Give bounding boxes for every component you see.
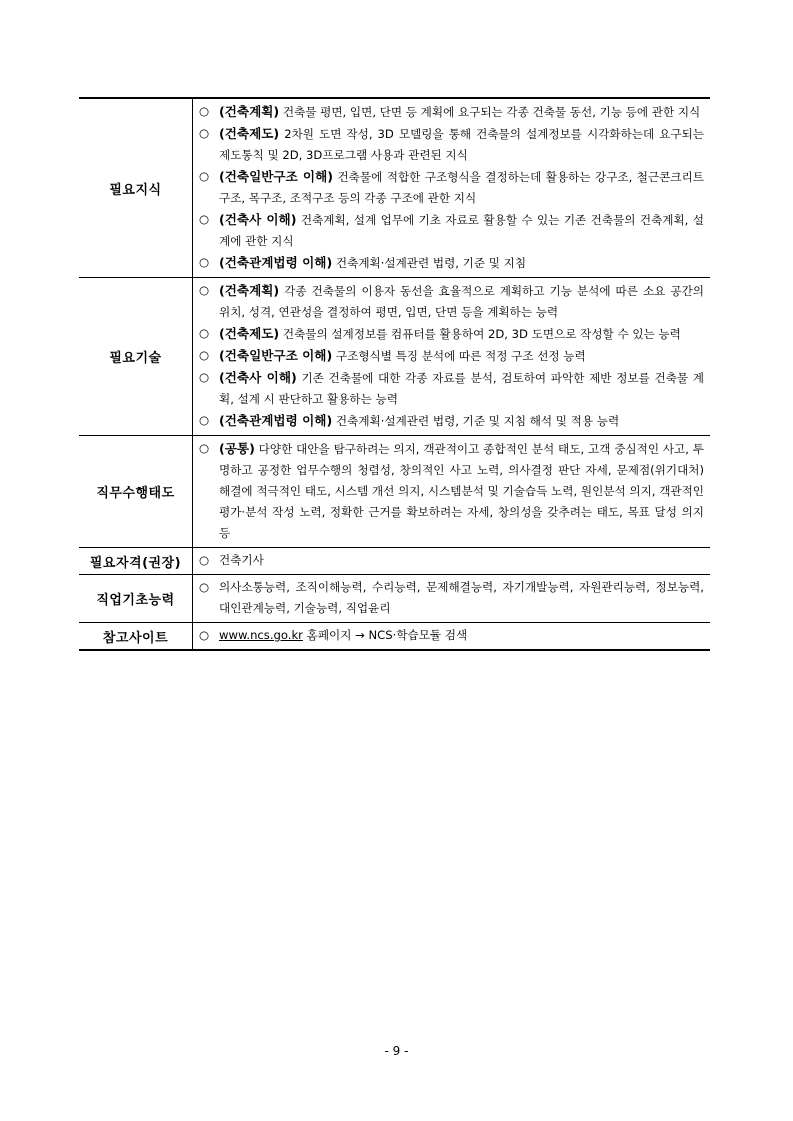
list-item: [199, 280, 704, 323]
circle-bullet-icon: ○: [199, 104, 210, 118]
item-tag: (건축사 이해): [219, 212, 297, 227]
list-item: [199, 252, 704, 274]
list-item: [199, 166, 704, 209]
circle-bullet-icon: ○: [199, 580, 210, 594]
row-label: 직업기초능력: [79, 575, 193, 623]
row-content: [193, 436, 711, 548]
list-item: [199, 209, 704, 252]
list-item: [199, 367, 704, 410]
circle-bullet-icon: ○: [199, 255, 210, 269]
item-text: [219, 367, 704, 410]
item-text: [219, 123, 704, 166]
row-reference: [79, 623, 710, 651]
item-body: 다양한 대안을 탐구하려는 의지, 객관적이고 종합적인 분석 태도, 고객 중심적인 사고, 투명하고 공정한 업무수행의 청렴성, 창의적인 사고 노력, 의사결정 판단 자세, 문제점(위기대처) 해결에 적극적인 태도, 시스템 개선 의지, 시스템분석 및 기술습득 노력, 원인분석 의지, 객관적인 평가·분석 작성 노력, 정확한 근거를 확보하려는 자세, 창의성을 갖추려는 태도, 목표 달성 의지 등: [219, 442, 704, 540]
circle-bullet-icon: ○: [199, 326, 210, 340]
item-text: [219, 625, 704, 646]
list-item: [199, 345, 704, 367]
item-tag: (건축계획): [219, 104, 280, 119]
row-attitude: [79, 436, 710, 548]
item-body: 건축계획·설계관련 법령, 기준 및 지침 해석 및 적용 능력: [332, 414, 620, 428]
row-skills: [79, 278, 710, 436]
list-item: [199, 323, 704, 345]
item-tag: (건축제도): [219, 326, 280, 341]
item-body: 건축물에 적합한 구조형식을 결정하는데 활용하는 강구조, 철근콘크리트구조, 목구조, 조적구조 등의 각종 구조에 관한 지식: [219, 170, 704, 205]
circle-bullet-icon: ○: [199, 283, 210, 297]
circle-bullet-icon: ○: [199, 370, 210, 384]
list-item: [199, 438, 704, 544]
list-item: [199, 123, 704, 166]
row-content: [193, 98, 711, 278]
row-label: 참고사이트: [79, 623, 193, 651]
circle-bullet-icon: ○: [199, 212, 210, 226]
item-text: [219, 166, 704, 209]
row-label: 필요지식: [79, 98, 193, 278]
row-basic-competency: [79, 575, 710, 623]
item-tag: (건축일반구조 이해): [219, 348, 333, 363]
reference-text: 홈페이지 → NCS·학습모듈 검색: [302, 628, 468, 642]
item-text: [219, 252, 704, 274]
item-text: [219, 323, 704, 345]
row-content: [193, 548, 711, 575]
circle-bullet-icon: ○: [199, 413, 210, 427]
row-knowledge: [79, 98, 710, 278]
item-tag: (건축사 이해): [219, 370, 297, 385]
item-body: 기존 건축물에 대한 각종 자료를 분석, 검토하여 파악한 제반 정보를 건축물 계획, 설계 시 판단하고 활용하는 능력: [219, 371, 704, 406]
circle-bullet-icon: ○: [199, 628, 210, 642]
item-tag: (공통): [219, 441, 255, 456]
item-text: [219, 101, 704, 123]
list-item: [199, 101, 704, 123]
item-text: [219, 410, 704, 432]
circle-bullet-icon: ○: [199, 126, 210, 140]
item-text: [219, 280, 704, 323]
item-body: 2차원 도면 작성, 3D 모델링을 통해 건축물의 설계정보를 시각화하는데 요구되는 제도통칙 및 2D, 3D프로그램 사용과 관련된 지식: [219, 127, 704, 162]
row-content: [193, 575, 711, 623]
item-tag: (건축관계법령 이해): [219, 255, 333, 270]
item-body: 각종 건축물의 이용자 동선을 효율적으로 계획하고 기능 분석에 따른 소요 공간의 위치, 성격, 연관성을 결정하여 평면, 입면, 단면 등을 계획하는 능력: [219, 284, 704, 319]
row-label: 직무수행태도: [79, 436, 193, 548]
list-item: [199, 625, 704, 646]
list-item: [199, 577, 704, 619]
ncs-info-table: [79, 97, 710, 651]
item-body: 의사소통능력, 조직이해능력, 수리능력, 문제해결능력, 자기개발능력, 자원관리능력, 정보능력, 대인관계능력, 기술능력, 직업윤리: [219, 580, 704, 615]
page-number: - 9 -: [384, 1044, 409, 1058]
row-certification: [79, 548, 710, 575]
item-tag: (건축관계법령 이해): [219, 413, 333, 428]
item-body: 구조형식별 특징 분석에 따른 적정 구조 선정 능력: [332, 349, 586, 363]
row-content: [193, 278, 711, 436]
row-content: [193, 623, 711, 651]
row-label: 필요기술: [79, 278, 193, 436]
item-text: [219, 345, 704, 367]
list-item: [199, 550, 704, 571]
item-text: [219, 577, 704, 619]
item-text: [219, 438, 704, 544]
circle-bullet-icon: ○: [199, 169, 210, 183]
item-tag: (건축일반구조 이해): [219, 169, 334, 184]
item-body: 건축계획, 설계 업무에 기초 자료로 활용할 수 있는 기존 건축물의 건축계획, 설계에 관한 지식: [219, 213, 704, 248]
circle-bullet-icon: ○: [199, 441, 210, 455]
item-body: 건축물의 설계정보를 컴퓨터를 활용하여 2D, 3D 도면으로 작성할 수 있는 능력: [279, 327, 681, 341]
row-label: 필요자격(권장): [79, 548, 193, 575]
item-tag: (건축제도): [219, 126, 280, 141]
item-body: 건축계획·설계관련 법령, 기준 및 지침: [332, 256, 527, 270]
item-tag: (건축계획): [219, 283, 280, 298]
item-text: [219, 209, 704, 252]
list-item: [199, 410, 704, 432]
circle-bullet-icon: ○: [199, 553, 210, 567]
item-body: 건축기사: [219, 553, 264, 567]
item-text: [219, 550, 704, 571]
ncs-site-link[interactable]: www.ncs.go.kr: [219, 628, 303, 642]
item-body: 건축물 평면, 입면, 단면 등 계획에 요구되는 각종 건축물 동선, 기능 등에 관한 지식: [279, 105, 701, 119]
circle-bullet-icon: ○: [199, 348, 210, 362]
